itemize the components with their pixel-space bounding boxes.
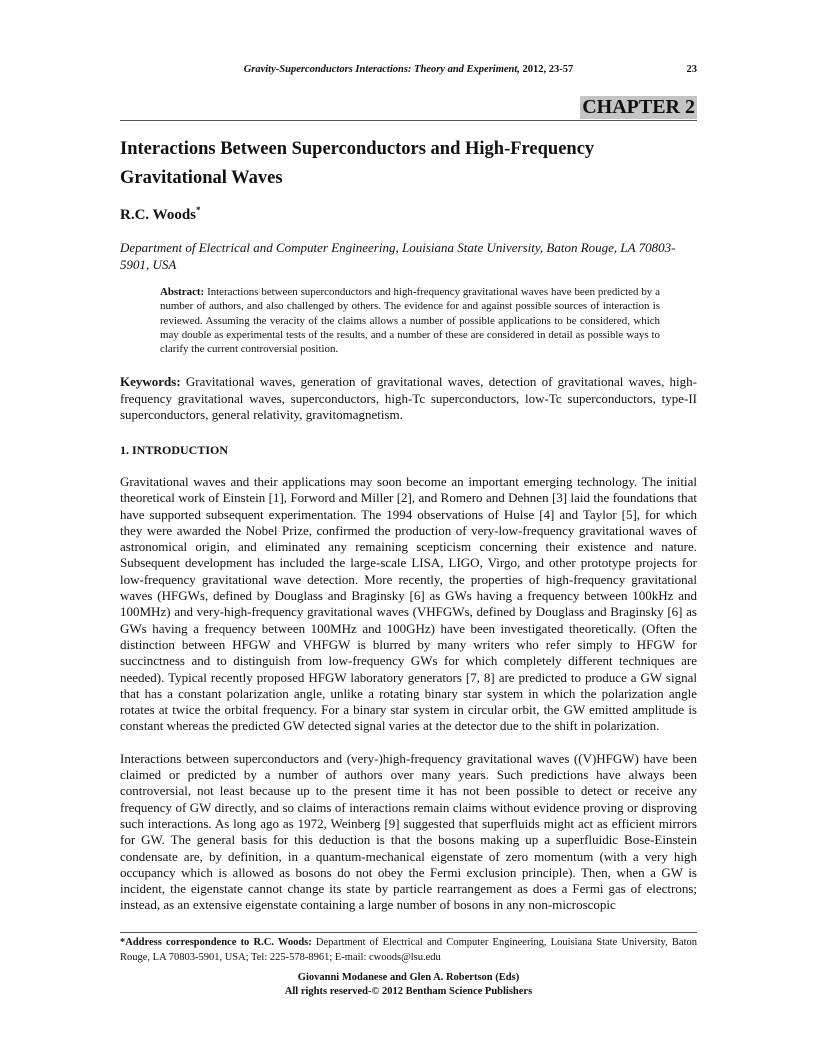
chapter-label: CHAPTER 2 [582, 96, 695, 118]
keywords-label: Keywords: [120, 374, 181, 390]
abstract [160, 285, 660, 356]
abstract-label: Abstract: [160, 286, 205, 298]
running-header [120, 63, 697, 77]
article-title: Interactions Between Superconductors and High-Frequency Gravitational Waves [120, 139, 595, 188]
body-paragraph: Interactions between superconductors and (very-)high-frequency gravitational waves ((V)HFGW) have been claimed or predicted by a number of authors over many years. Such predictions have always been controversial, not least because up to the present time it has not been possible to detect or receive any frequency of GW directly, and so claims of interactions remain claims without evidence proving or disproving such interactions. As long ago as 1972, Weinberg [9] suggested that superfluids might act as efficient mirrors for GW. The general basis for this deduction is that the bosons making up a superfluidic Bose-Einstein condensate are, by definition, in a quantum-mechanical eigenstate of zero momentum (with a very high occupancy which is allowed as bosons do not obey the Fermi exclusion principle). Then, when a GW is incident, the eigenstate cannot change its state by particle rearrangement as does a Fermi gas of electrons; instead, as an extensive eigenstate containing a large number of bosons in any non-microscopic [120, 750, 697, 913]
keywords [120, 374, 697, 424]
editors: Giovanni Modanese and Glen A. Robertson (Eds) [297, 971, 520, 983]
footnote [120, 935, 697, 965]
author-footnote-mark: * [196, 205, 201, 215]
body-paragraph: Gravitational waves and their applications may soon become an important emerging technology. The initial theoretical work of Einstein [1], Forword and Miller [2], and Romero and Dehnen [3] laid the foundations that have supported subsequent experimentation. The 1994 observations of Hulse [4] and Taylor [5], for which they were awarded the Nobel Prize, confirmed the production of very-low-frequency gravitational waves of astronomical origin, and eliminated any remaining scepticism concerning their existence and nature. Subsequent development has included the large-scale LISA, LIGO, Virgo, and other prototype projects for low-frequency gravitational wave detection. More recently, the properties of high-frequency gravitational waves (HFGWs, defined by Douglass and Braginsky [6] as GWs having a frequency between 100kHz and 100MHz) and very-high-frequency gravitational waves (VHFGWs, defined by Douglass and Braginsky [6] as GWs having a frequency between 100MHz and 100GHz) have been investigated theoretically. (Often the distinction between HFGW and VHFGW is blurred by many writers who refer simply to HFGW for succinctness and to distinguish from low-frequency GWs for which completely different techniques are needed). Typical recently proposed HFGW laboratory generators [7, 8] are predicted to produce a GW signal that has a constant polarization angle, unlike a rotating binary star system in which the polarization angle rotates at twice the orbital frequency. For a binary star system in circular orbit, the GW emitted amplitude is constant whereas the predicted GW detected signal varies at the detector due to the shift in polarization. [120, 473, 697, 734]
document-page [120, 0, 697, 1039]
chapter-row [120, 96, 697, 119]
footnote-text: Department of Electrical and Computer Engineering, Louisiana State University, Baton Rouge, LA 70803-5901, USA; Tel: 225-578-8961; E-mail: cwoods@lsu.edu [120, 936, 697, 963]
author [120, 205, 697, 225]
copyright: All rights reserved-© 2012 Bentham Science Publishers [284, 985, 533, 997]
running-title [140, 63, 677, 77]
abstract-text: Interactions between superconductors and high-frequency gravitational waves have been predicted by a number of authors, and also challenged by others. The evidence for and against possible sources of interaction is reviewed. Assuming the veracity of the claims allows a number of possible applications to be considered, which may double as experimental tests of the results, and a number of these are considered in detail as possible ways to clarify the current controversial position. [160, 286, 660, 356]
header-rule [120, 120, 697, 121]
author-name: R.C. Woods [120, 207, 196, 223]
affiliation: Department of Electrical and Computer Engineering, Louisiana State University, Baton Rouge, LA 70803-5901, USA [120, 240, 676, 272]
footnote-rule [120, 932, 697, 933]
year-pages: 2012, 23-57 [519, 64, 574, 75]
page-number: 23 [686, 64, 697, 75]
journal-title: Gravity-Superconductors Interactions: Theory and Experiment, [243, 64, 520, 75]
keywords-text: Gravitational waves, generation of gravitational waves, detection of gravitational waves, high-frequency gravitational waves, superconductors, high-Tc superconductors, low-Tc superconductors, type-II superconductors, general relativity, gravitomagnetism. [120, 374, 697, 423]
section-heading: 1. INTRODUCTION [120, 442, 229, 457]
publisher-info [120, 971, 697, 999]
footnote-label: *Address correspondence to R.C. Woods: [120, 936, 312, 948]
